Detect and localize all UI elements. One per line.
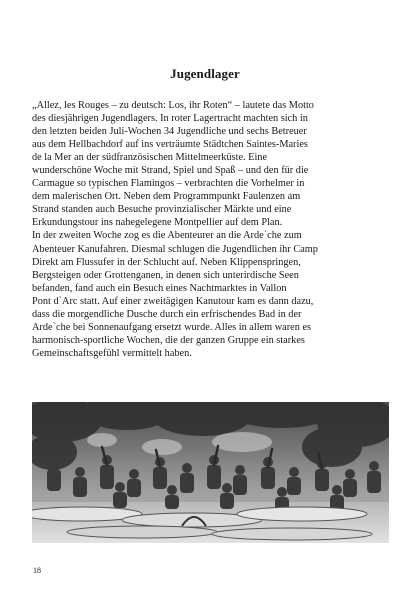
body-line: Gemeinschaftsgefühl vermittelt haben. xyxy=(32,347,192,359)
body-line: wunderschöne Woche mit Strand, Spiel und Spaß – und den für die xyxy=(32,165,309,177)
body-line: Arde`che bei Sonnenaufgang ersetzt wurde. Alles in allem waren es xyxy=(32,321,312,333)
page-number: 18 xyxy=(33,566,41,575)
body-line: Strand standen auch Besuche provinzialischer Märkte und eine xyxy=(32,204,292,216)
body-line: Erkundungstour ins nahegelegene Montpellier auf dem Plan. xyxy=(32,217,283,229)
body-line: Bergsteigen oder Grottenganen, in denen sich unterirdische Seen xyxy=(32,269,299,281)
body-line: des diesjährigen Jugendlagers. In roter Lagertracht machten sich in xyxy=(32,113,308,125)
body-line: harmonisch-sportliche Wochen, die der ganzen Gruppe ein starkes xyxy=(32,334,305,346)
body-line: dass die morgendliche Dusche durch ein erfrischendes Bad in der xyxy=(32,308,302,320)
body-line: aus dem Hellbachdorf auf ins verträumte Städtchen Saintes-Maries xyxy=(32,139,308,151)
group-photo xyxy=(32,402,389,543)
body-line: Carmague so typischen Flamingos – verbrachten die Vorhelmer in xyxy=(32,178,305,190)
body-line: dem malerischen Ort. Neben dem Programmpunkt Faulenzen am xyxy=(32,191,301,203)
body-line: den letzten beiden Juli-Wochen 34 Jugendliche und sechs Betreuer xyxy=(32,126,307,138)
body-line: Pont d`Arc statt. Auf einer zweitägigen Kanutour kam es dann dazu, xyxy=(32,295,314,307)
body-line: Direkt am Flussufer in der Schlucht auf. Neben Klippenspringen, xyxy=(32,256,301,268)
body-line: In der zweiten Woche zog es die Abenteurer an die Arde`che zum xyxy=(32,230,302,242)
body-line: de la Mer an der südfranzösischen Mittelmeerküste. Eine xyxy=(32,152,268,164)
article-body xyxy=(32,99,392,360)
page-title: Jugendlager xyxy=(170,66,240,81)
body-line: Abenteuer Kanufahren. Diesmal schlugen die Jugendlichen ihr Camp xyxy=(32,243,318,255)
body-line: „Allez, les Rouges – zu deutsch: Los, ihr Roten“ – lautete das Motto xyxy=(32,100,314,111)
body-line: befanden, fand auch ein Besuch eines Nachtmarktes in Vallon xyxy=(32,282,287,294)
